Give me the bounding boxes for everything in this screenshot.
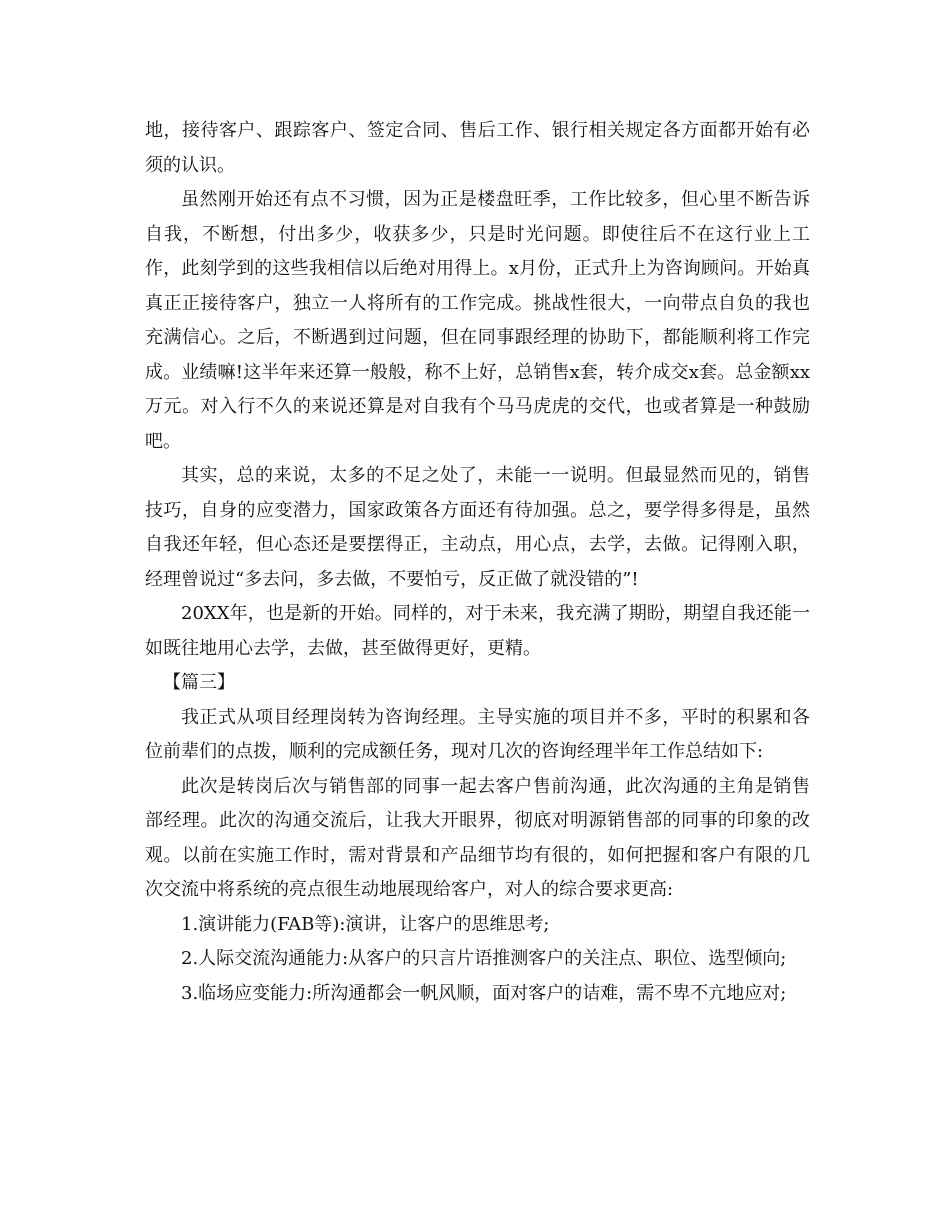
paragraph: 此次是转岗后次与销售部的同事一起去客户售前沟通，此次沟通的主角是销售部经理。此次的沟通交流后，让我大开眼界，彻底对明源销售部的同事的印象的改观。以前在实施工作时，需对背景和产品细节均有很的，如何把握和客户有限的几次交流中将系统的亮点很生动地展现给客户，对人的综合要求更高: — [145, 775, 810, 900]
paragraph: 我正式从项目经理岗转为咨询经理。主导实施的项目并不多，平时的积累和各位前辈们的点拨，顺利的完成额任务，现对几次的咨询经理半年工作总结如下: — [145, 706, 810, 762]
paragraph: 虽然刚开始还有点不习惯，因为正是楼盘旺季，工作比较多，但心里不断告诉自我，不断想，付出多少，收获多少，只是时光问题。即使往后不在这行业上工作，此刻学到的这些我相信以后绝对用得上。x月份，正式升上为咨询顾问。开始真真正正接待客户，独立一人将所有的工作完成。挑战性很大，一向带点自负的我也充满信心。之后，不断遇到过问题，但在同事跟经理的协助下，都能顺利将工作完成。业绩嘛!这半年来还算一般般，称不上好，总销售x套，转介成交x套。总金额xx万元。对入行不久的来说还算是对自我有个马马虎虎的交代，也或者算是一种鼓励吧。 — [145, 189, 810, 452]
paragraph: 20XX年，也是新的开始。同样的，对于未来，我充满了期盼，期望自我还能一如既往地用心去学，去做，甚至做得更好，更精。 — [145, 603, 810, 659]
list-item: 3.临场应变能力:所沟通都会一帆风顺，面对客户的诘难，需不卑不亢地应对; — [181, 982, 787, 1004]
paragraph-continued: 地，接待客户、跟踪客户、签定合同、售后工作、银行相关规定各方面都开始有必须的认识。 — [145, 120, 810, 176]
list-item: 1.演讲能力(FAB等):演讲，让客户的思维思考; — [181, 913, 550, 935]
document-body — [145, 114, 810, 1011]
paragraph: 其实，总的来说，太多的不足之处了，未能一一说明。但最显然而见的，销售技巧，自身的应变潜力，国家政策各方面还有待加强。总之，要学得多得是，虽然自我还年轻，但心态还是要摆得正，主动点，用心点，去学，去做。记得刚入职，经理曾说过“多去问，多去做，不要怕亏，反正做了就没错的”! — [145, 465, 810, 590]
section-heading: 【篇三】 — [163, 672, 235, 693]
list-item: 2.人际交流沟通能力:从客户的只言片语推测客户的关注点、职位、选型倾向; — [181, 948, 787, 969]
